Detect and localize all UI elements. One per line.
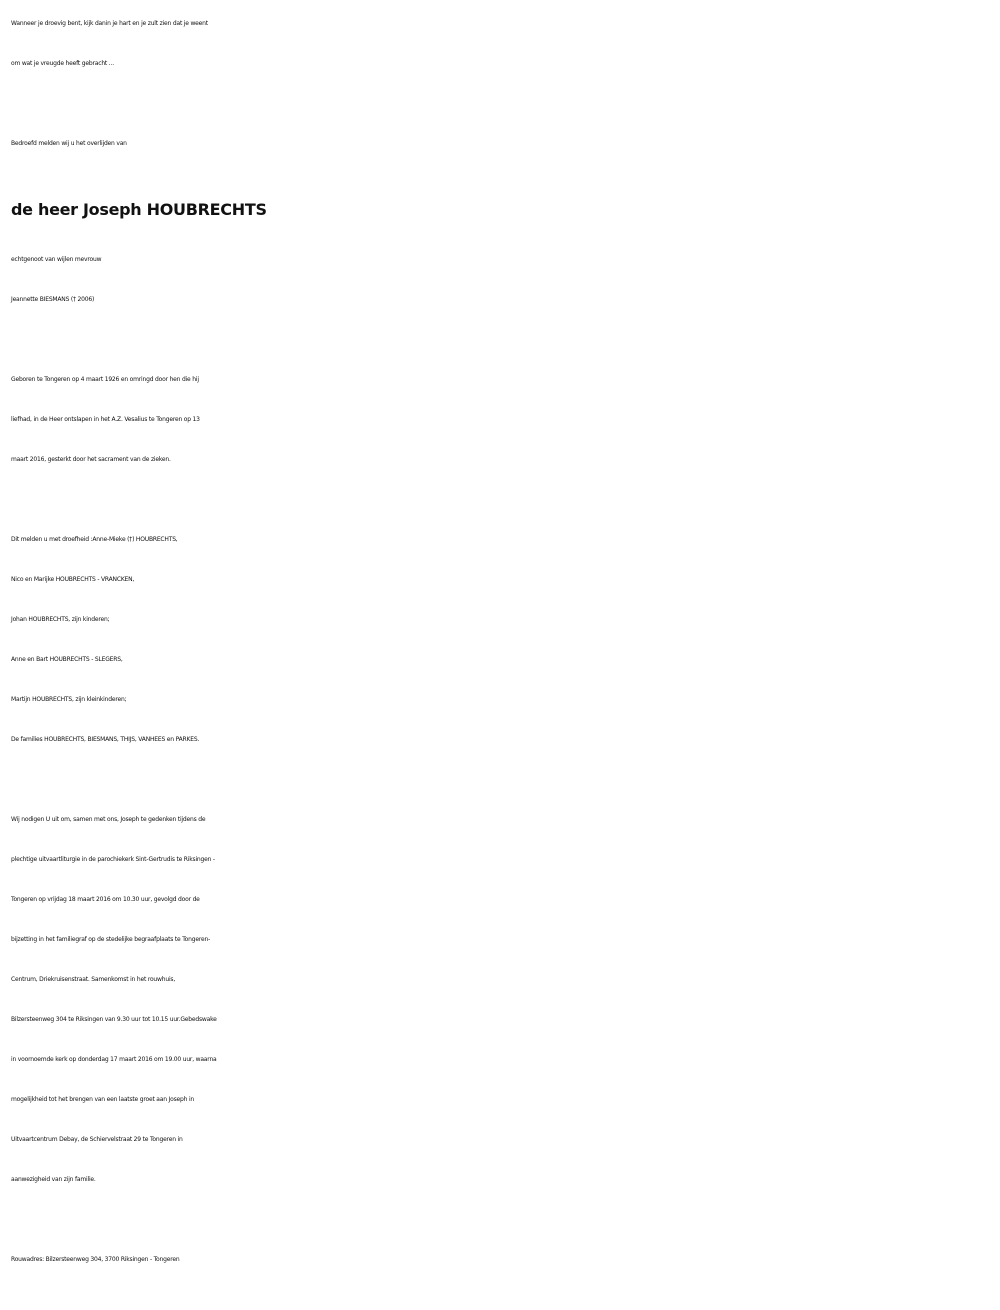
- obituary-document: [11, 4, 991, 1280]
- paragraph-line: aanwezigheid van zijn familie.: [11, 1176, 96, 1183]
- spacer: [11, 480, 991, 520]
- quote-line: om wat je vreugde heeft gebracht ...: [11, 60, 114, 67]
- family-line: Nico en Marijke HOUBRECHTS - VRANCKEN,: [11, 576, 135, 583]
- family-list: [11, 520, 991, 760]
- deceased-name: de heer Joseph HOUBRECHTS: [11, 200, 267, 219]
- paragraph-line: Centrum, Driekruisenstraat. Samenkomst in het rouwhuis,: [11, 976, 176, 983]
- spacer: [11, 320, 991, 360]
- spouse-block: [11, 240, 991, 320]
- paragraph-line: Wij nodigen U uit om, samen met ons, Joseph te gedenken tijdens de: [11, 816, 206, 823]
- paragraph-line: Geboren te Tongeren op 4 maart 1926 en omringd door hen die hij: [11, 376, 199, 383]
- paragraph-line: liefhad, in de Heer ontslapen in het A.Z. Vesalius te Tongeren op 13: [11, 416, 200, 423]
- announcement-text: Bedroefd melden wij u het overlijden van: [11, 140, 127, 147]
- family-line: Johan HOUBRECHTS, zijn kinderen;: [11, 616, 110, 623]
- paragraph-line: maart 2016, gesterkt door het sacrament van de zieken.: [11, 456, 171, 463]
- mourning-address: Rouwadres: Bilzersteenweg 304, 3700 Riksingen - Tongeren: [11, 1256, 180, 1263]
- paragraph-line: mogelijkheid tot het brengen van een laatste groet aan Joseph in: [11, 1096, 195, 1103]
- spouse-line: Jeannette BIESMANS († 2006): [11, 296, 95, 303]
- paragraph-line: bijzetting in het familiegraf op de stedelijke begraafplaats te Tongeren-: [11, 936, 211, 943]
- birth-death-paragraph: [11, 360, 991, 480]
- paragraph-line: Tongeren op vrijdag 18 maart 2016 om 10.30 uur, gevolgd door de: [11, 896, 200, 903]
- spacer: [11, 760, 991, 800]
- paragraph-line: Uitvaartcentrum Debay, de Schiervelstraat 29 te Tongeren in: [11, 1136, 183, 1143]
- quote-line: Wanneer je droevig bent, kijk danin je hart en je zult zien dat je weent: [11, 20, 208, 27]
- spacer: [11, 1200, 991, 1240]
- paragraph-line: plechtige uitvaartliturgie in de parochiekerk Sint-Gertrudis te Riksingen -: [11, 856, 215, 863]
- quote-block: [11, 4, 991, 84]
- spacer: [11, 164, 991, 186]
- family-line: De families HOUBRECHTS, BIESMANS, THIJS, VANHEES en PARKES.: [11, 736, 200, 743]
- family-line: Anne en Bart HOUBRECHTS - SLEGERS,: [11, 656, 123, 663]
- family-line: Martijn HOUBRECHTS, zijn kleinkinderen;: [11, 696, 127, 703]
- ceremony-paragraph: [11, 800, 991, 1200]
- paragraph-line: Bilzersteenweg 304 te Riksingen van 9.30 uur tot 10.15 uur.Gebedswake: [11, 1016, 217, 1023]
- spouse-line: echtgenoot van wijlen mevrouw: [11, 256, 102, 263]
- paragraph-line: in voornoemde kerk op donderdag 17 maart 2016 om 19.00 uur, waarna: [11, 1056, 217, 1063]
- family-line: Dit melden u met droefheid :Anne-Mieke (†) HOUBRECHTS,: [11, 536, 178, 543]
- spacer: [11, 84, 991, 124]
